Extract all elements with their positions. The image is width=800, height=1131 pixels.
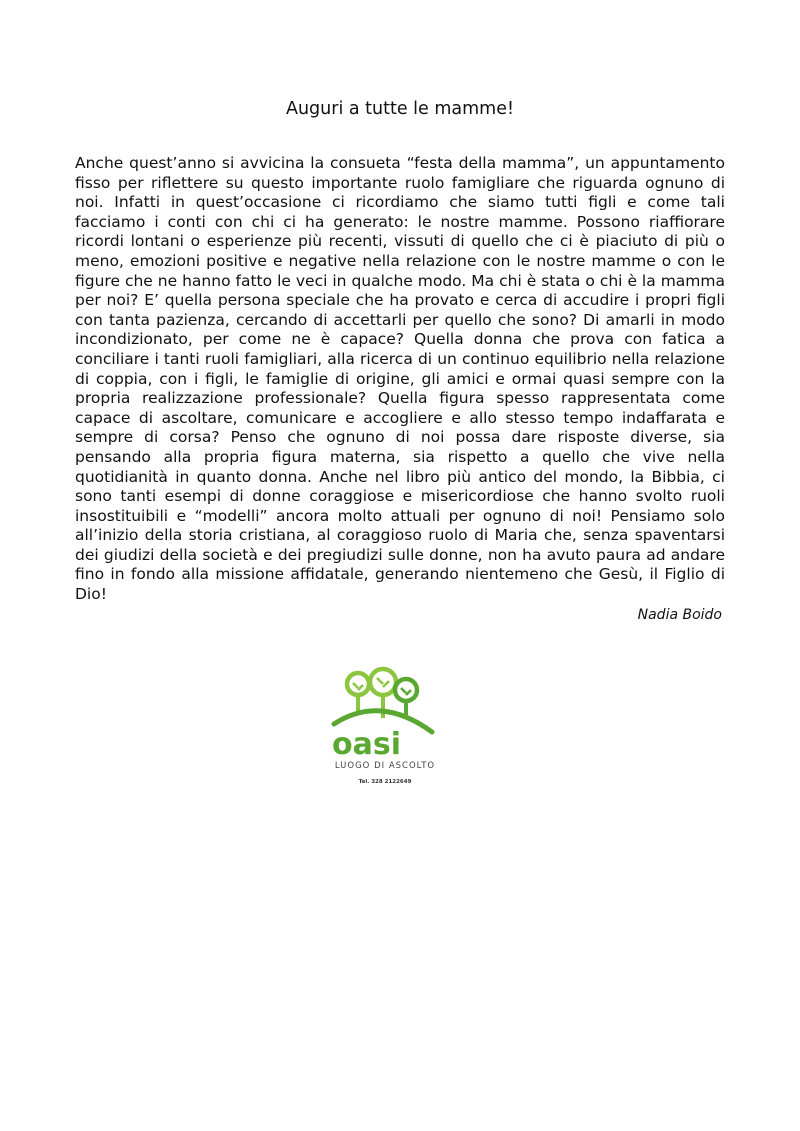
logo-phone: Tel. 328 2122649	[358, 779, 412, 785]
page-title: Auguri a tutte le mamme!	[285, 99, 514, 119]
logo-wordmark: oasi	[332, 727, 401, 758]
trees-hill-logo-icon	[328, 662, 442, 758]
logo-subtitle: LUOGO DI ASCOLTO	[334, 761, 436, 771]
oasi-logo	[320, 662, 450, 792]
article-body: Anche quest’anno si avvicina la consueta “festa della mamma”, un appuntamento fisso per riflettere su questo importante ruolo famigliare che riguarda ognuno di noi. Infatti in quest’occasione ci ricordiamo che siamo tutti figli e come tali facciamo i conti con chi ci ha generato: le nostre mamme. Possono riaffiorare ricordi lontani o esperienze più recenti, vissuti di quello che ci è piaciuto di più o meno, emozioni positive e negative nella relazione con le nostre mamme o con le figure che ne hanno fatto le veci in qualche modo. Ma chi è stata o chi è la mamma per noi? E’ quella persona speciale che ha provato e cerca di accudire i propri figli con tanta pazienza, cercando di accettarli per quello che sono? Di amarli in modo incondizionato, per come ne è capace? Quella donna che prova con fatica a conciliare i tanti ruoli famigliari, alla ricerca di un continuo equilibrio nella relazione di coppia, con i figli, le famiglie di origine, gli amici e ormai quasi sempre con la propria realizzazione professionale? Quella figura spesso rappresentata come capace di ascoltare, comunicare e accogliere e allo stesso tempo indaffarata e sempre di corsa? Penso che ognuno di noi possa dare risposte diverse, sia pensando alla propria figura materna, sia rispetto a quello che vive nella quotidianità in quanto donna. Anche nel libro più antico del mondo, la Bibbia, ci sono tanti esempi di donne coraggiose e misericordiose che hanno svolto ruoli insostituibili e “modelli” ancora molto attuali per ognuno di noi! Pensiamo solo all’inizio della storia cristiana, al coraggioso ruolo di Maria che, senza spaventarsi dei giudizi della società e dei pregiudizi sulle donne, non ha avuto paura ad andare fino in fondo alla missione affidatale, generando nientemeno che Gesù, il Figlio di Dio!	[75, 154, 725, 604]
author-signature: Nadia Boido	[637, 607, 722, 623]
